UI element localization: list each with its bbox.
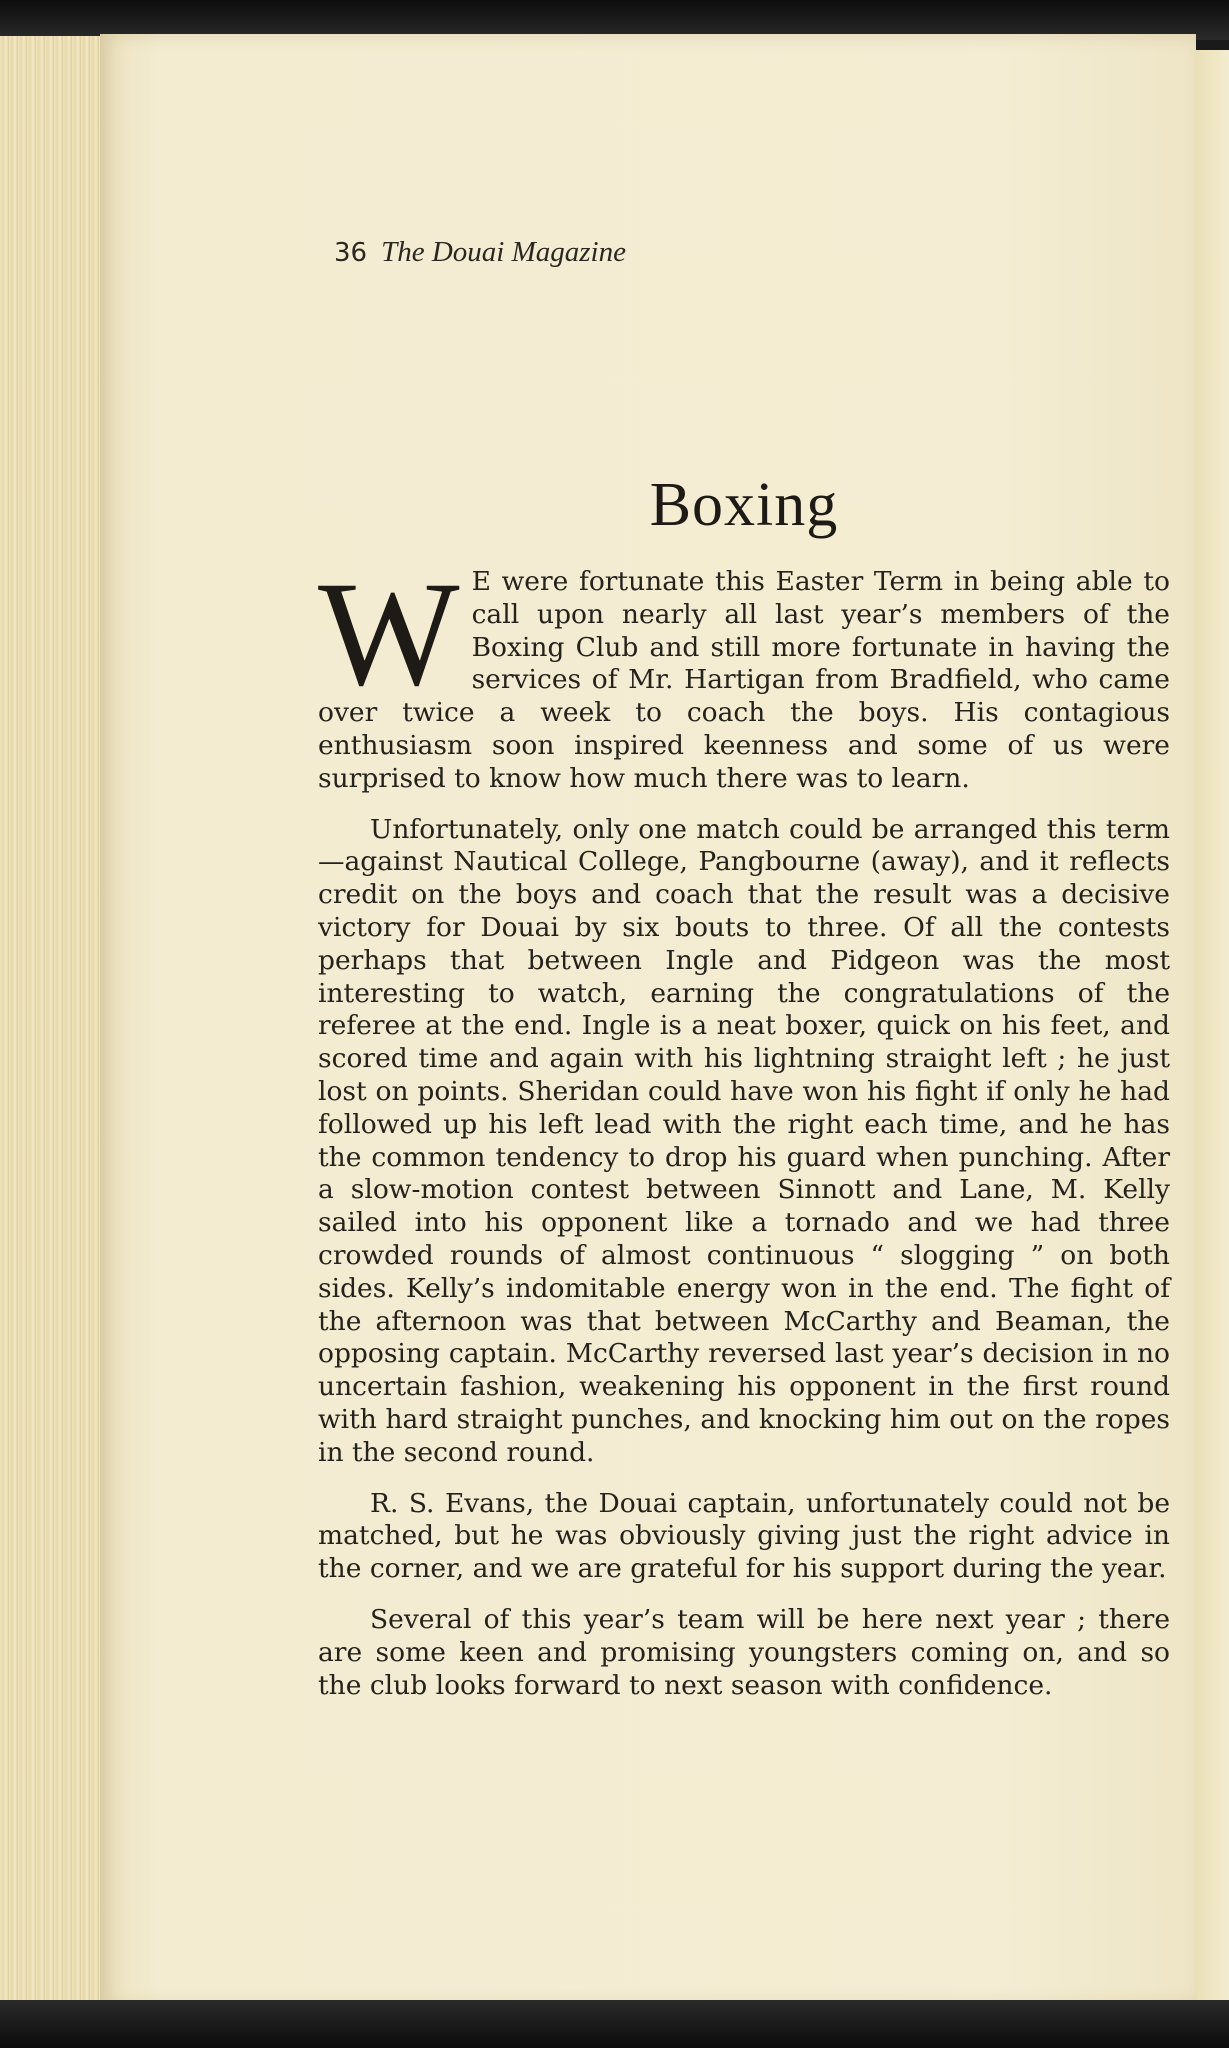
paragraph-1-text: E were fortunate this Easter Term in being able to call upon nearly all last year’s members of the Boxing Club and still more fortunate in having the services of Mr. Hartigan from Bradfield, who came over twice a week to coach the boys. His contagious enthusiasm soon inspired keenness and some of us were surprised to know how much there was to learn. [318,566,1170,794]
drop-cap: W [318,551,460,717]
page-number: 36 [334,238,368,268]
magazine-title: The Douai Magazine [381,236,626,268]
paragraph-3: R. S. Evans, the Douai captain, unfortunately could not be matched, but he was obviously giving just the right advice in the corner, and we are grateful for his support during the year. [318,1487,1170,1585]
article-title: Boxing [649,471,839,539]
next-page-edge [1196,50,1229,2000]
paragraph-2: Unfortunately, only one match could be arranged this term—against Nautical College, Pangbourne (away), and it reflects credit on the boys and coach that the result was a decisive victory for Douai by six bouts to three. Of all the contests perhaps that between Ingle and Pidgeon was the most interesting to watch, earning the congratulations of the referee at the end. Ingle is a neat boxer, quick on his feet, and scored time and again with his lightning straight left ; he just lost on points. Sheridan could have won his fight if only he had followed up his left lead with the right each time, and he has the common tendency to drop his guard when punching. After a slow-motion contest between Sinnott and Lane, M. Kelly sailed into his opponent like a tornado and we had three crowded rounds of almost continuous “ slogging ” on both sides. Kelly’s indomitable energy won in the end. The fight of the afternoon was that between McCarthy and Beaman, the opposing captain. McCarthy reversed last year’s decision in no uncertain fashion, weakening his opponent in the first round with hard straight punches, and knocking him out on the ropes in the second round. [318,813,1170,1468]
article-body [318,551,1170,1720]
paragraph-4: Several of this year’s team will be here next year ; there are some keen and promising youngsters coming on, and so the club looks forward to next season with confidence. [318,1603,1170,1701]
paragraph-1 [318,551,1170,796]
running-head [334,236,626,269]
page-stack-edge [0,36,112,2006]
book-cover-bottom-edge [0,2000,1229,2048]
